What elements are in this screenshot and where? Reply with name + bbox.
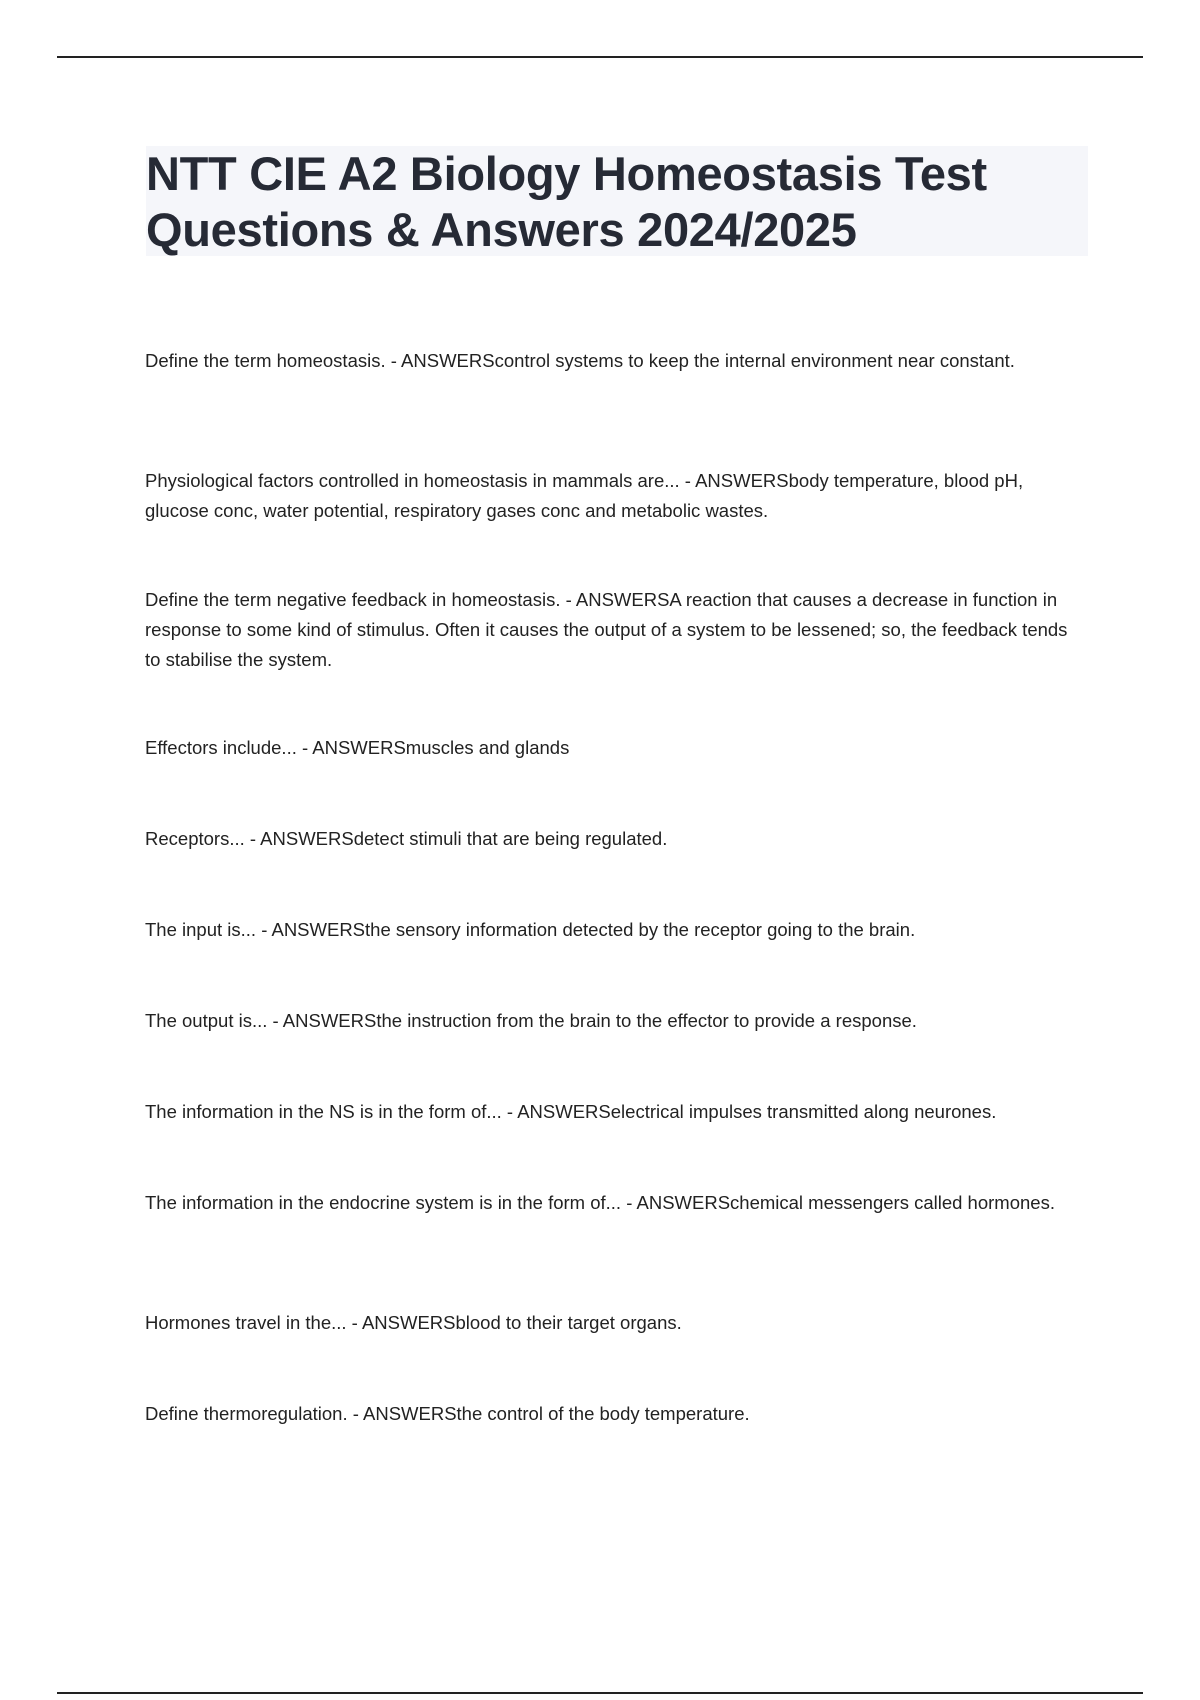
qa-item: The information in the endocrine system is in the form of... - ANSWERSchemical messengers called hormones. — [145, 1192, 1055, 1213]
header-rule — [57, 56, 1143, 58]
qa-item: Effectors include... - ANSWERSmuscles and glands — [145, 737, 570, 758]
title-box — [146, 146, 1088, 256]
document-title: NTT CIE A2 Biology Homeostasis Test Questions & Answers 2024/2025 — [146, 147, 987, 256]
qa-item: The output is... - ANSWERSthe instruction from the brain to the effector to provide a response. — [145, 1010, 917, 1031]
qa-item: Define the term negative feedback in homeostasis. - ANSWERSA reaction that causes a decrease in function in response to some kind of stimulus. Often it causes the output of a system to be lessened; so, the feedback tends to stabilise the system. — [145, 589, 1068, 670]
qa-item: Physiological factors controlled in homeostasis in mammals are... - ANSWERSbody temperature, blood pH, glucose conc, water potential, respiratory gases conc and metabolic wastes. — [145, 470, 1024, 521]
qa-item: Define the term homeostasis. - ANSWERScontrol systems to keep the internal environment near constant. — [145, 350, 1015, 371]
qa-item: Receptors... - ANSWERSdetect stimuli that are being regulated. — [145, 828, 668, 849]
qa-item: The information in the NS is in the form of... - ANSWERSelectrical impulses transmitted along neurones. — [145, 1101, 997, 1122]
qa-item: The input is... - ANSWERSthe sensory information detected by the receptor going to the brain. — [145, 919, 916, 940]
qa-item: Define thermoregulation. - ANSWERSthe control of the body temperature. — [145, 1403, 750, 1424]
qa-item: Hormones travel in the... - ANSWERSblood to their target organs. — [145, 1312, 682, 1333]
footer-rule — [57, 1692, 1143, 1694]
